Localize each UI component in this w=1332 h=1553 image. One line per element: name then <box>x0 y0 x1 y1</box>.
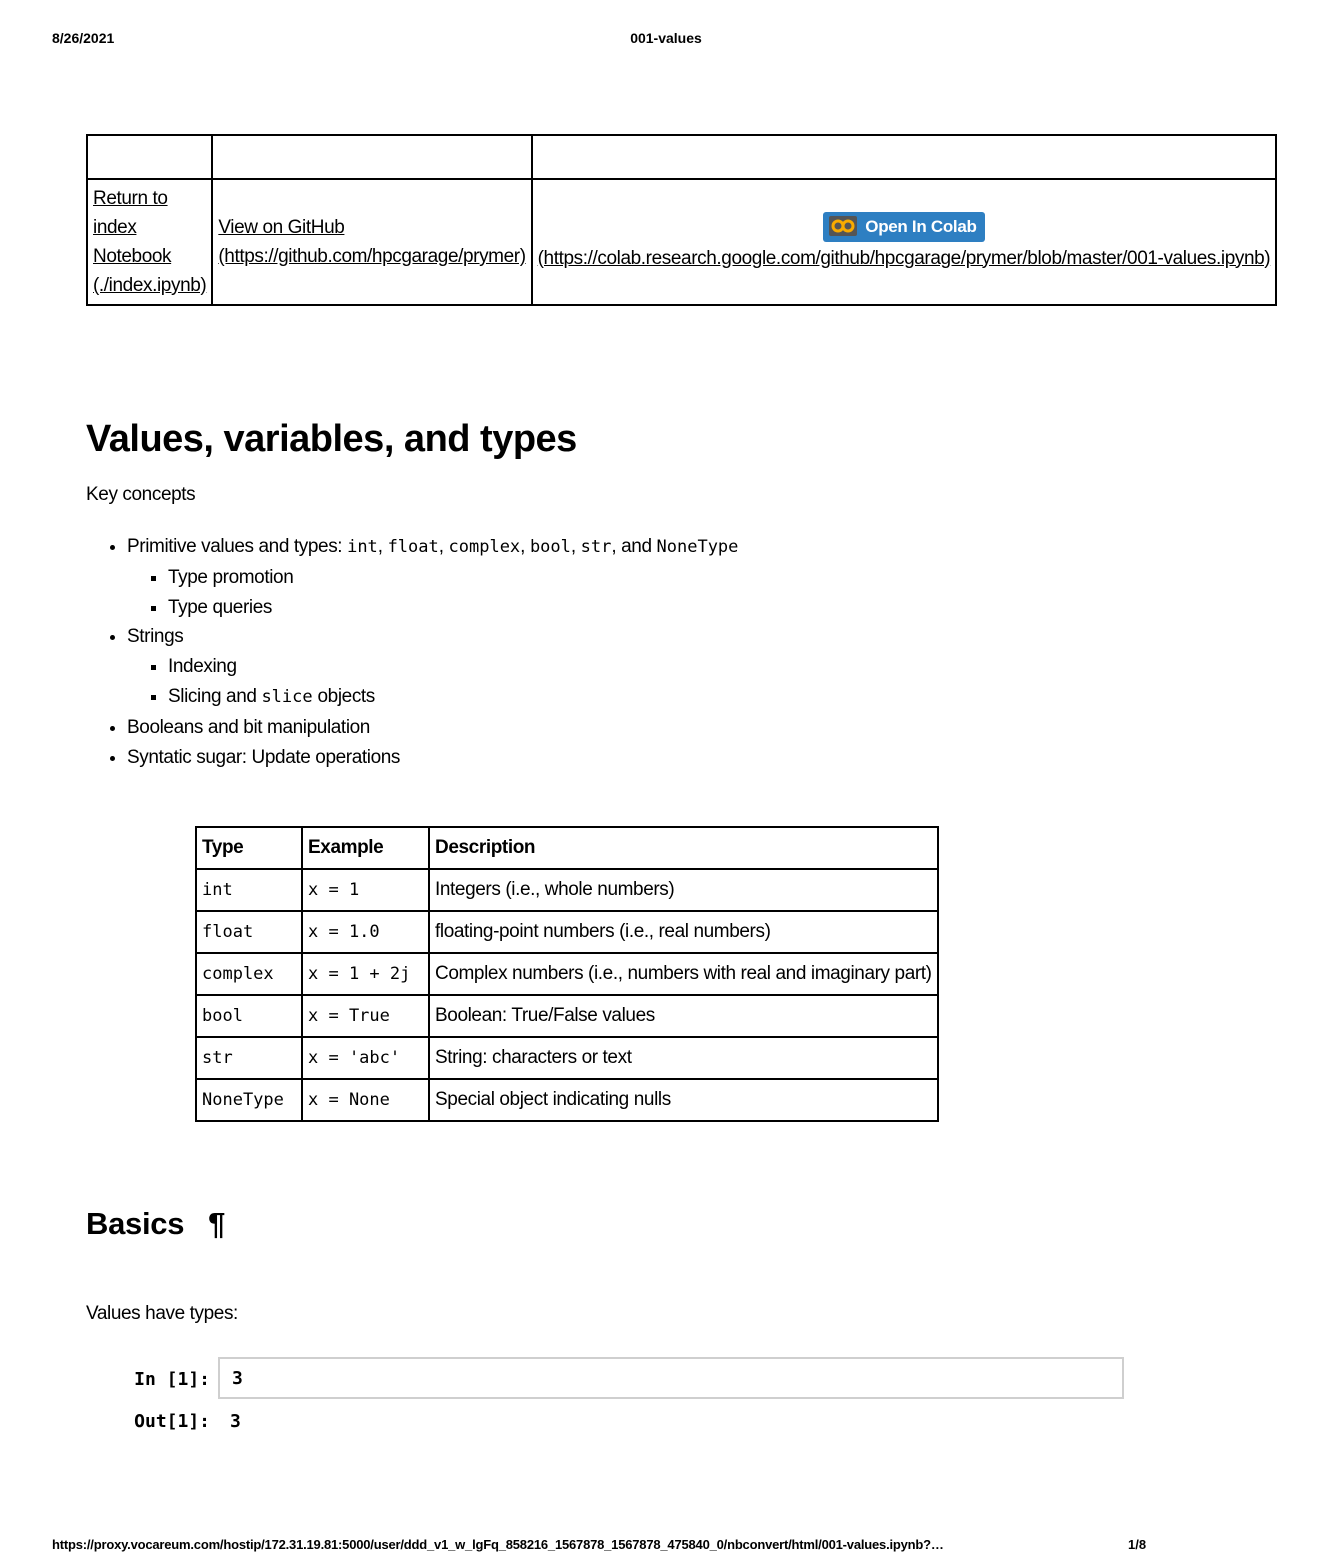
print-page-number: 1/8 <box>1128 1537 1147 1552</box>
code-cell-input[interactable]: 3 <box>218 1357 1124 1399</box>
basics-heading: Basics ¶ <box>86 1206 226 1241</box>
list-item: ▪ Indexing <box>168 652 738 682</box>
column-header-example: Example <box>302 827 429 869</box>
page-title: Values, variables, and types <box>86 418 577 460</box>
values-have-types-text: Values have types: <box>86 1303 238 1324</box>
key-concepts-list <box>86 532 738 772</box>
print-url: https://proxy.vocareum.com/hostip/172.31.19.81:5000/user/ddd_v1_w_lgFq_858216_1567878_1567878_475840_0/nbconvert/html/001-values.ipynb?… <box>52 1537 944 1552</box>
table-row: bool x = True Boolean: True/False values <box>196 995 938 1037</box>
anchor-link[interactable]: ¶ <box>208 1206 226 1241</box>
list-item: ▪ Type queries <box>168 593 738 623</box>
nav-table <box>86 134 1277 306</box>
table-row: str x = 'abc' String: characters or text <box>196 1037 938 1079</box>
view-on-github-link[interactable]: View on GitHub (https://github.com/hpcgarage/prymer) <box>218 217 526 267</box>
colab-logo-icon <box>829 216 857 236</box>
list-item: • Strings ▪ Indexing ▪ Slicing and slice objects <box>127 622 738 712</box>
return-to-index-link[interactable]: Return to index Notebook (./index.ipynb) <box>93 188 207 296</box>
column-header-description: Description <box>429 827 938 869</box>
code-str: str <box>580 537 612 557</box>
list-item: • Primitive values and types: int, float, complex, bool, str, and NoneType ▪ Type promotion ▪ Type queries <box>127 532 738 622</box>
nav-table-empty-row <box>87 135 1276 179</box>
types-table <box>195 826 939 1122</box>
table-header-row <box>196 827 938 869</box>
table-row: float x = 1.0 floating-point numbers (i.e., real numbers) <box>196 911 938 953</box>
in-prompt: In [1]: <box>134 1369 210 1390</box>
code-bool: bool <box>529 537 571 557</box>
key-concepts-label: Key concepts <box>86 484 196 505</box>
nav-table-row <box>87 179 1276 305</box>
table-row: NoneType x = None Special object indicating nulls <box>196 1079 938 1121</box>
nav-table-container <box>86 134 1271 310</box>
colab-link[interactable]: (https://colab.research.google.com/github/hpcgarage/prymer/blob/master/001-values.ipynb) <box>537 247 1271 269</box>
table-row: int x = 1 Integers (i.e., whole numbers) <box>196 869 938 911</box>
print-date: 8/26/2021 <box>52 30 115 46</box>
list-item: ▪ Slicing and slice objects <box>168 682 738 713</box>
code-int: int <box>347 537 378 557</box>
column-header-type: Type <box>196 827 302 869</box>
code-slice: slice <box>261 686 313 707</box>
code-nonetype: NoneType <box>656 537 739 557</box>
table-row: complex x = 1 + 2j Complex numbers (i.e., numbers with real and imaginary part) <box>196 953 938 995</box>
list-item: ▪ Type promotion <box>168 563 738 593</box>
list-item: • Booleans and bit manipulation <box>127 713 738 743</box>
code-complex: complex <box>448 537 521 557</box>
code-float: float <box>387 537 439 557</box>
code-cell-output: 3 <box>230 1411 241 1432</box>
open-in-colab-button[interactable] <box>823 212 984 242</box>
list-item: • Syntatic sugar: Update operations <box>127 743 738 773</box>
out-prompt: Out[1]: <box>134 1411 210 1432</box>
print-title: 001-values <box>630 30 702 46</box>
open-in-colab-label: Open In Colab <box>865 216 977 236</box>
